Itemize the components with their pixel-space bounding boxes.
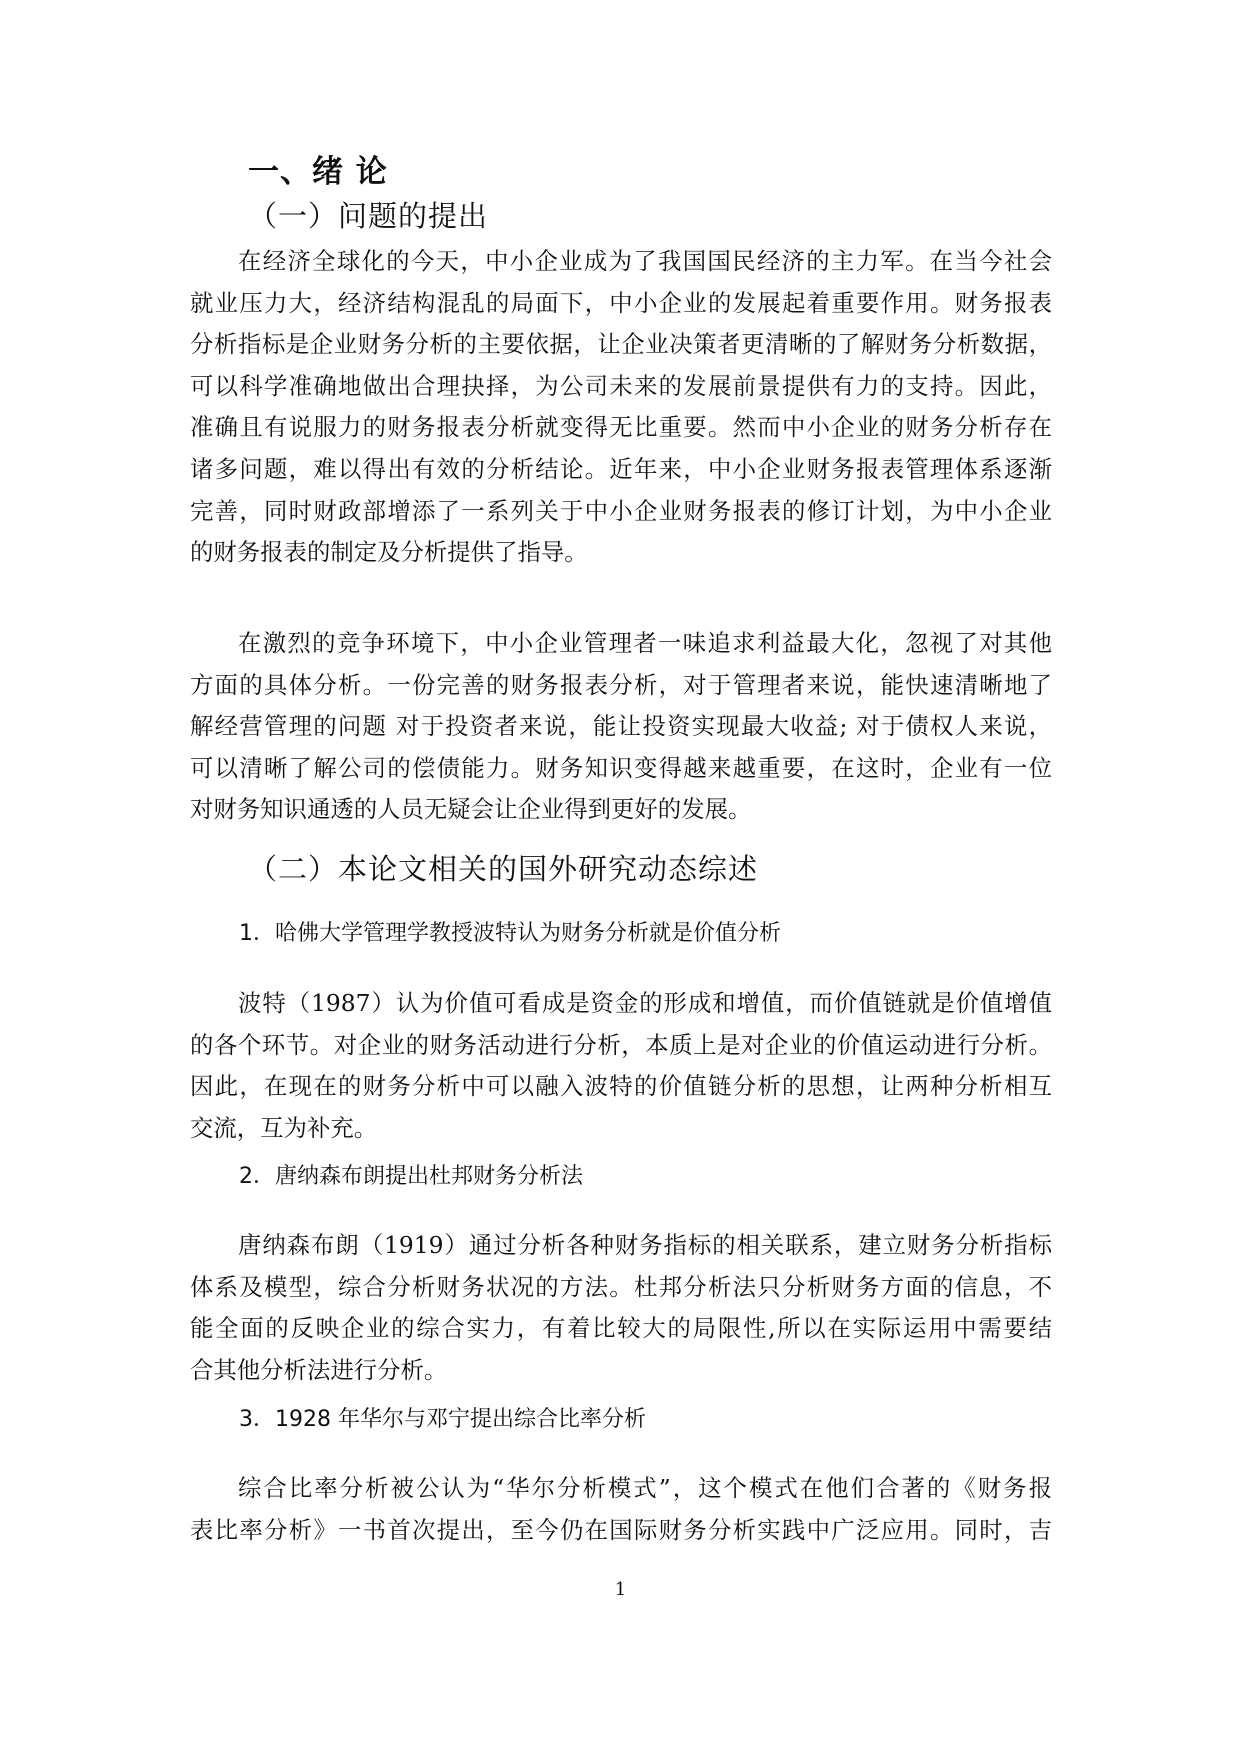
- chapter-heading: 一、绪 论: [248, 154, 388, 190]
- text-line: 的各个环节。对企业的财务活动进行分析，本质上是对企业的价值运动进行分析。: [190, 1030, 1052, 1059]
- page-number: 1: [614, 1579, 627, 1600]
- paragraph-3: [190, 983, 1052, 1149]
- section-heading-1: （一）问题的提出: [248, 199, 489, 233]
- text-line: 波特（1987）认为价值可看成是资金的形成和增值，而价值链就是价值增值: [238, 989, 1052, 1017]
- text-line: 在经济全球化的今天，中小企业成为了我国国民经济的主力军。在当今社会: [238, 247, 1052, 275]
- text-line: 综合比率分析被公认为“华尔分析模式”，这个模式在他们合著的《财务报: [238, 1474, 1052, 1502]
- text-line: 因此，在现在的财务分析中可以融入波特的价值链分析的思想，让两种分析相互: [190, 1072, 1052, 1101]
- paragraph-2: [190, 623, 1052, 831]
- text-line: 表比率分析》一书首次提出，至今仍在国际财务分析实践中广泛应用。同时，吉: [190, 1515, 1052, 1544]
- text-line: 可以科学准确地做出合理抉择，为公司未来的发展前景提供有力的支持。因此，: [190, 371, 1052, 400]
- paragraph-5: [190, 1468, 1052, 1551]
- section-heading-2: （二）本论文相关的国外研究动态综述: [248, 852, 759, 886]
- text-line: 可以清晰了解公司的偿债能力。财务知识变得越来越重要，在这时，企业有一位: [190, 753, 1052, 782]
- paragraph-4: [190, 1225, 1052, 1391]
- text-line: 的财务报表的制定及分析提供了指导。: [190, 538, 588, 567]
- text-line: 体系及模型，综合分析财务状况的方法。杜邦分析法只分析财务方面的信息，不: [190, 1272, 1052, 1301]
- text-line: 交流，互为补充。: [190, 1113, 378, 1142]
- text-line: 合其他分析法进行分析。: [190, 1355, 448, 1384]
- subsection-heading-3: 3．1928 年华尔与邓宁提出综合比率分析: [239, 1407, 646, 1432]
- text-line: 解经营管理的问题 对于投资者来说，能让投资实现最大收益; 对于债权人来说，: [190, 712, 1052, 741]
- text-line: 就业压力大，经济结构混乱的局面下，中小企业的发展起着重要作用。财务报表: [190, 288, 1052, 317]
- text-line: 对财务知识通透的人员无疑会让企业得到更好的发展。: [190, 795, 752, 824]
- subsection-heading-2: 2．唐纳森布朗提出杜邦财务分析法: [239, 1164, 583, 1189]
- subsection-heading-1: 1．哈佛大学管理学教授波特认为财务分析就是价值分析: [239, 921, 781, 946]
- text-line: 方面的具体分析。一份完善的财务报表分析，对于管理者来说，能快速清晰地了: [190, 670, 1052, 699]
- text-line: 唐纳森布朗（1919）通过分析各种财务指标的相关联系，建立财务分析指标: [238, 1231, 1052, 1259]
- text-line: 准确且有说服力的财务报表分析就变得无比重要。然而中小企业的财务分析存在: [190, 413, 1052, 442]
- text-line: 诸多问题，难以得出有效的分析结论。近年来，中小企业财务报表管理体系逐渐: [190, 454, 1052, 483]
- paragraph-1: [190, 241, 1052, 574]
- text-line: 分析指标是企业财务分析的主要依据，让企业决策者更清晰的了解财务分析数据，: [190, 330, 1052, 359]
- text-line: 在激烈的竞争环境下，中小企业管理者一味追求利益最大化，忽视了对其他: [238, 629, 1052, 657]
- text-line: 完善，同时财政部增添了一系列关于中小企业财务报表的修订计划，为中小企业: [190, 496, 1052, 525]
- text-line: 能全面的反映企业的综合实力，有着比较大的局限性,所以在实际运用中需要结: [190, 1314, 1052, 1343]
